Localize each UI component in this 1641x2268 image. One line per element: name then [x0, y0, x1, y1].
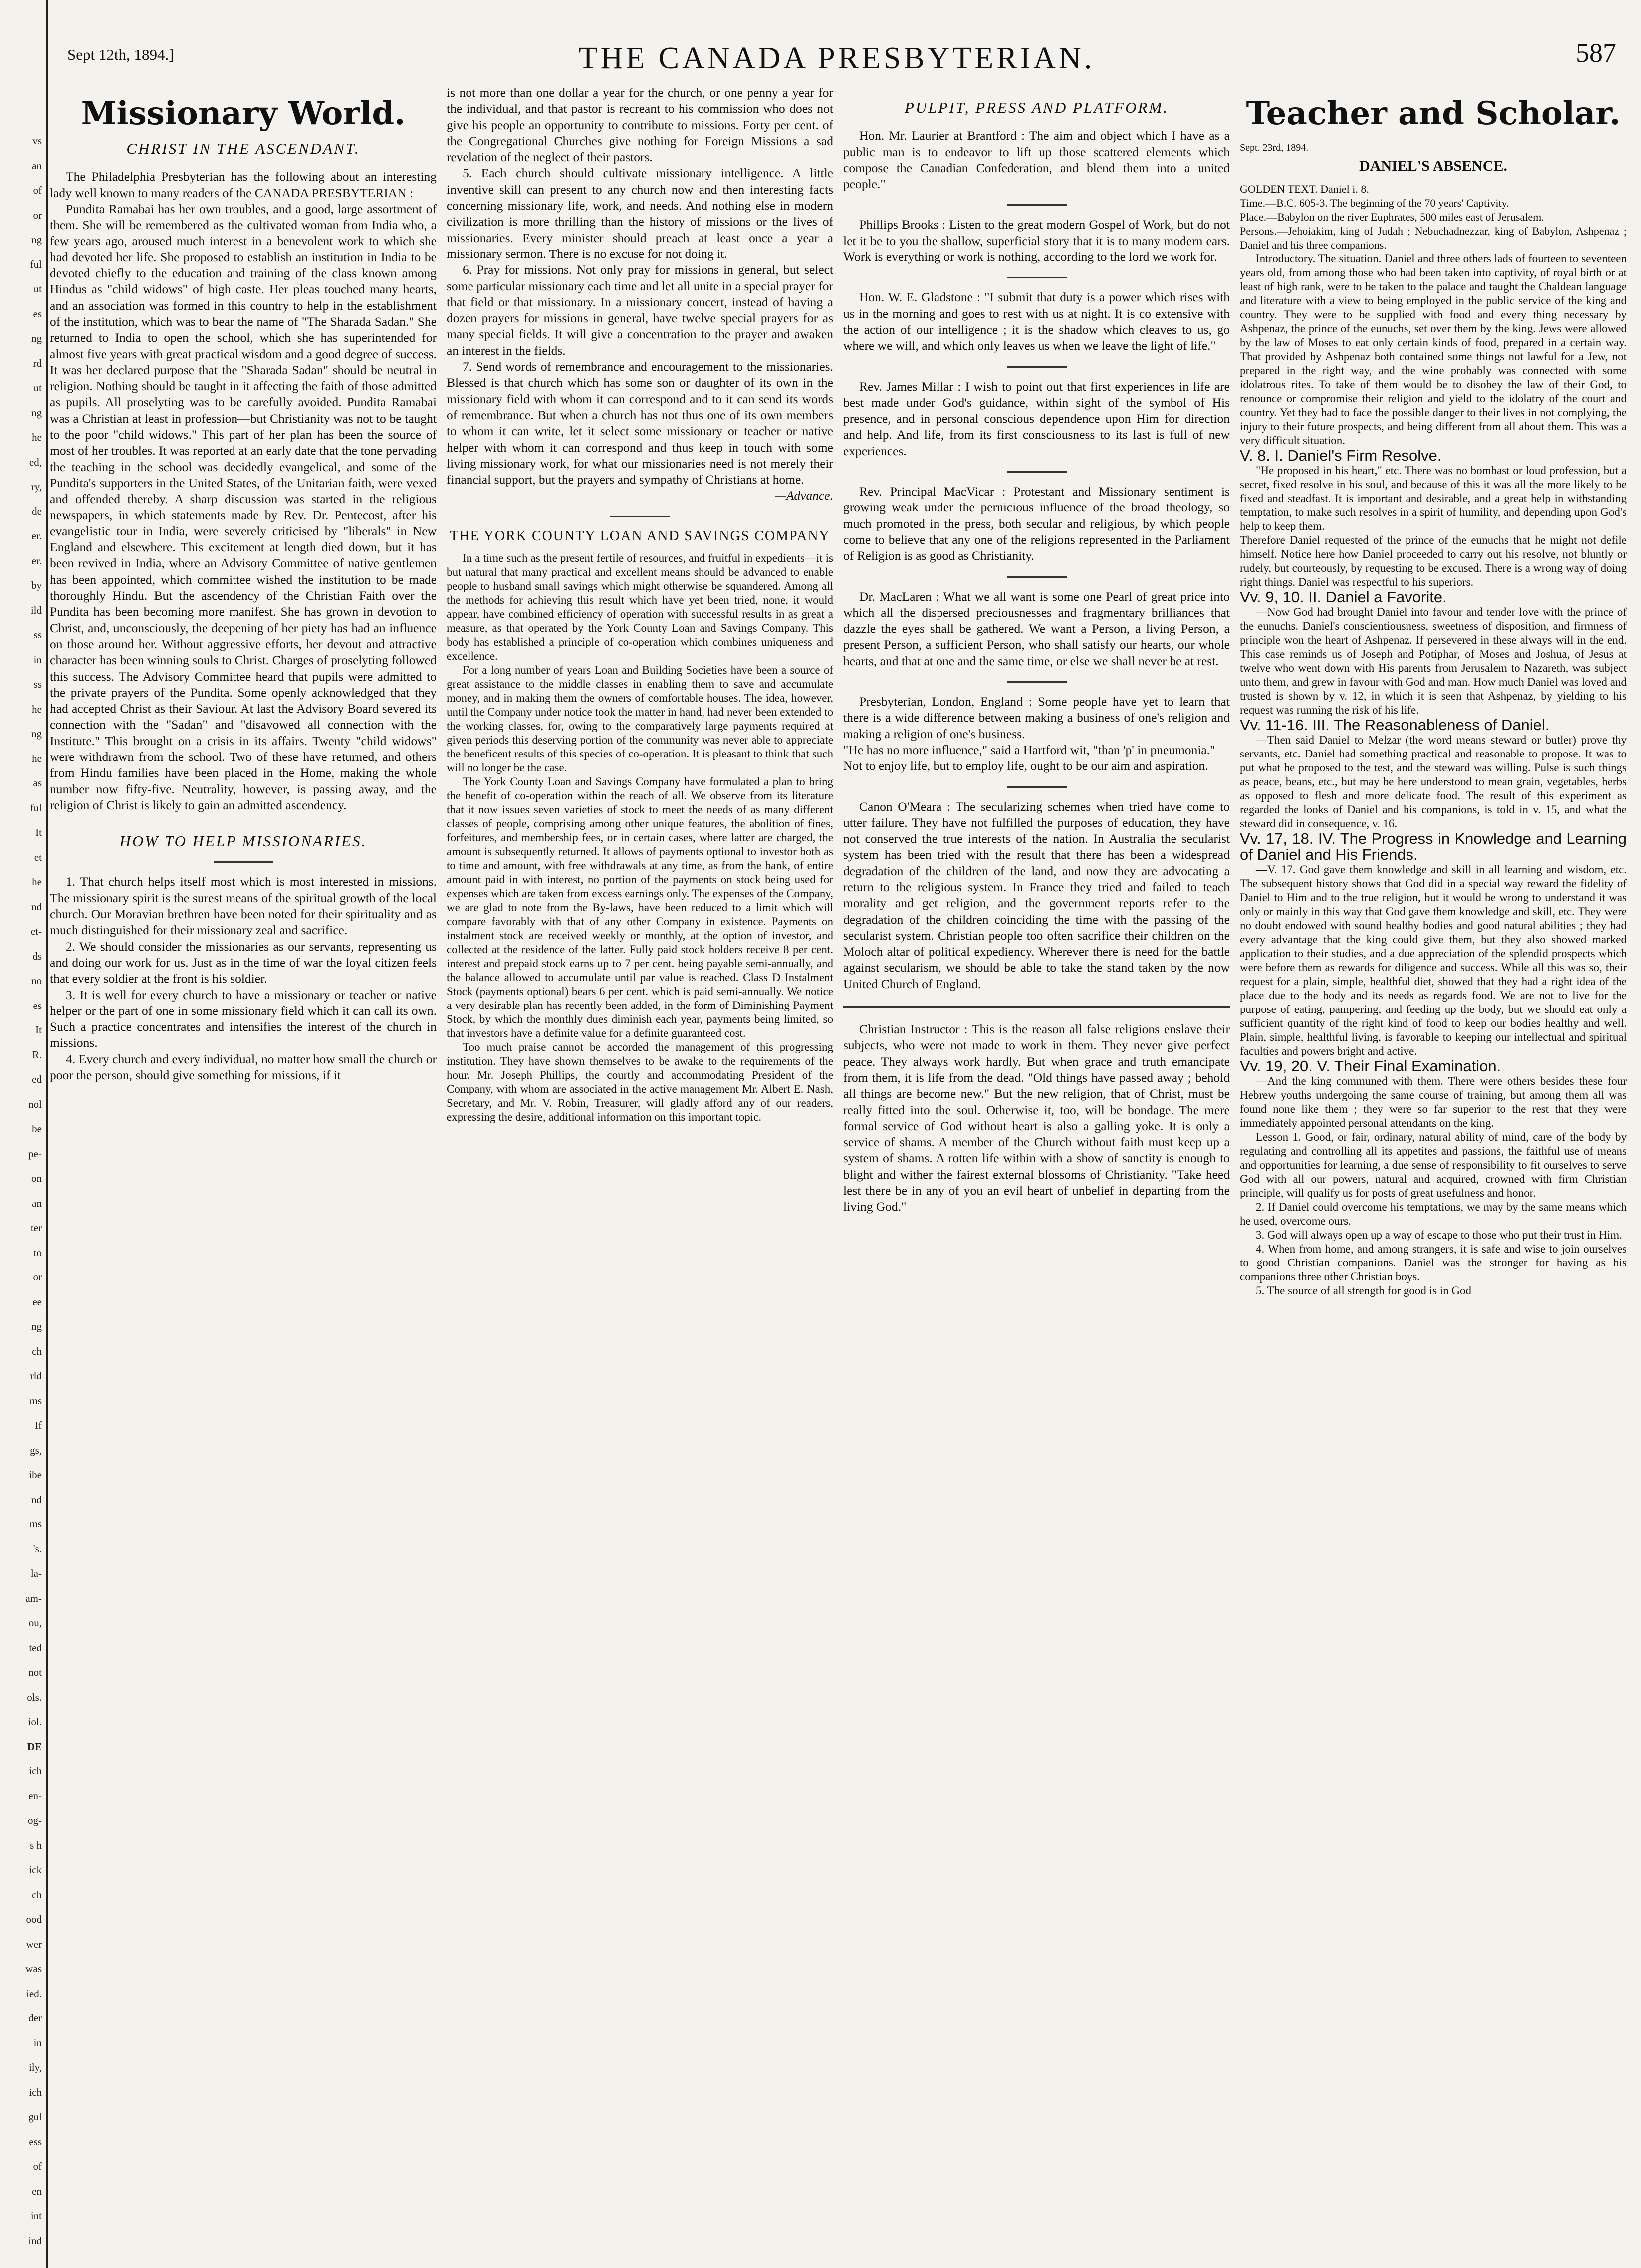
gutter-fragment: ood [26, 1913, 42, 1925]
gutter-fragment: in [33, 2036, 42, 2049]
lesson-subheading: Vv. 11-16. III. The Reasonableness of Daniel. [1240, 716, 1550, 734]
gutter-fragment: he [32, 431, 42, 443]
gutter-fragment: vs [32, 135, 42, 147]
gutter-fragment: 's. [33, 1542, 42, 1555]
gutter-fragment: no [31, 975, 42, 987]
gutter-fragment: ng [31, 332, 42, 344]
gutter-fragment: ds [32, 950, 42, 962]
golden-text: GOLDEN TEXT. Daniel i. 8. [1240, 183, 1369, 195]
divider [1007, 277, 1067, 278]
article-title: CHRIST IN THE ASCENDANT. [126, 140, 360, 157]
divider [1007, 366, 1067, 368]
gutter-fragment: or [33, 209, 42, 221]
gutter-fragment: R. [32, 1048, 42, 1061]
gutter-fragment: der [28, 2012, 42, 2024]
newspaper-title: THE CANADA PRESBYTERIAN. [578, 41, 1095, 75]
gutter-fragment: of [33, 2160, 42, 2172]
gutter-fragment: nd [31, 900, 42, 913]
gutter-fragment: It [35, 1024, 42, 1036]
divider [1007, 204, 1067, 206]
divider [1007, 786, 1067, 788]
gutter-fragment: la- [30, 1567, 42, 1579]
gutter-fragment: he [32, 752, 42, 764]
lesson-paragraph: —Then said Daniel to Melzar (the word means steward or butler) prove thy servants, etc. Daniel had something practical and reasonable to propose. It was to put what he proposed to the test, and the steward was willing. Pulse is such things as peace, beans, etc., but may be here understood to mean grain, vegetables, herbs as opposed to flesh and more delicate food. The result of this experiment as regarded the looks of Daniel and his companions, is told in v. 15, and what the steward did in consequence, v. 16. [1240, 734, 1627, 830]
divider [1007, 576, 1067, 578]
quote-item: Rev. Principal MacVicar : Protestant and Missionary sentiment is growing weak under the pernicious influence of the broad theology, so much promoted in the press, both secular and religious, by which people come to believe that any one of the religions represented in the Parliament of Religion is as good as Christianity. [843, 484, 1230, 563]
article-paragraph: Pundita Ramabai has her own troubles, and a good, large assortment of them. She will be remembered as the cultivated woman from India who, a few years ago, aroused much interest in a benevolent work to which she had devoted her life. She proposed to establish an institution in India to be devoted chiefly to the education and training of the class known among Hindus as "child widows" of high caste. Her pleas touched many hearts, and an association was formed in this country to help in the establishment of the institution, which was to bear the name of "The Sharada Sadan." She returned to India to open the school, which she has superintended for almost five years with great practical wisdom and a good degree of success. It was her declared purpose that the "Sharada Sadan" should be neutral in religion. Nothing should be taught in it affecting the faith of those admitted as pupils. All proselyting was to be carefully avoided. Pundita Ramabai was a Christian at least in profession—but Christianity was not to be taught to the poor "child widows." This part of her plan has been the source of most of her troubles. It was reported at an early date that the tone pervading the teaching in the school was decidedly evangelical, and some of the Pundita's supporters in the United States, of the Unitarian faith, were vexed and offended thereby. A sharp discussion was started in the religious newspapers, in which statements made by Rev. Dr. Pentecost, after his evangelistic tour in India, were severely criticised by "liberals" in New England and elsewhere. This excitement at length died down, but it has been revived in India, where an Advisory Committee of native gentlemen has been appointed, which committee wished the institution to be made thoroughly Hindu. But the ascendency of the Christian Faith over the Pundita has been becoming more manifest. She has grown in devotion to Christ, and, unconsciously, the deepening of her piety has had an influence on those around her. Without aggressive efforts, her devout and attractive character has been winning souls to Christ. Charges of proselyting followed this success. The Advisory Committee heard that pupils were admitted to the private prayers of the Pundita. Some openly acknowledged that they had accepted Christ as their Saviour. At last the Advisory Board severed its connection with the "Sadan" and "disavowed all connection with the Institute." This brought on a crisis in its affairs. Twenty "child widows" were withdrawn from the school. Two of these have returned, and others from Hindu families have been placed in the Home, making the whole number now fifty-five. Neutrality, however, is passing away, and the religion of Christ is likely to gain an admitted ascendency. [50, 201, 437, 812]
gutter-fragment: in [33, 653, 42, 666]
gutter-fragment: ed, [29, 456, 42, 468]
gutter-fragment: ng [31, 234, 42, 246]
lesson-subheading: Vv. 19, 20. V. Their Final Examination. [1240, 1057, 1501, 1075]
page-number: 587 [1576, 38, 1616, 68]
gutter-fragment: DE [27, 1740, 42, 1753]
quote-item: Presbyterian, London, England : Some people have yet to learn that there is a wide difference between making a business of one's religion and making a religion of one's business. "He has no more influence," said a Hartford wit, "than 'p' in pneumonia." Not to enjoy life, but to employ life, ought to be our aim and aspiration. [843, 694, 1230, 773]
lesson-meta: Time.—B.C. 605-3. The beginning of the 70 years' Captivity. [1240, 197, 1509, 209]
gutter-fragment: ms [29, 1394, 42, 1407]
gutter-fragment: on [31, 1172, 42, 1184]
gutter-fragment: iol. [28, 1716, 42, 1728]
gutter-fragment: ry, [31, 481, 42, 493]
gutter-fragment: ut [33, 382, 42, 394]
quote-item: Rev. James Millar : I wish to point out that first experiences in life are best made under God's guidance, within sight of the symbol of His presence, and in personal conscious dependence upon Him for direction and help. And life, from its first consciousness to its last is full of new experiences. [843, 379, 1230, 458]
gutter-fragment: ss [33, 629, 42, 641]
lesson-paragraph: "He proposed in his heart," etc. There was no bombast or loud profession, but a secret, fixed resolve in his soul, and because of this it was all the more likely to be fixed and steadfast. It is important and desirable, and a great help in withstanding temptation, to make such resolves in a spirit of humility, and depending upon God's help to keep them. Therefore Daniel requested of the prince of the eunuchs that he might not defile himself. Notice here how Daniel proceeded to carry out his resolve, not bluntly or rudely, but courteously, by requesting to be excused. There is a wrong way of doing right things. Daniel was respectful to his superiors. [1240, 464, 1627, 588]
lesson-title: DANIEL'S ABSENCE. [1359, 158, 1507, 174]
gutter-fragment: ich [29, 2086, 42, 2098]
gutter-fragment: It [35, 826, 42, 838]
gutter-fragment: of [33, 184, 42, 196]
article-title: HOW TO HELP MISSIONARIES. [119, 832, 367, 850]
article-paragraph: is not more than one dollar a year for the church, or one penny a year for the individual, and that pastor is recreant to his commission who does not give his people an opportunity to contribute to missions. Forty per cent. of the Congregational Churches give nothing for Foreign Missions a sad revelation of the neglect of their pastors. [447, 85, 833, 165]
gutter-fragment: he [32, 703, 42, 715]
gutter-fragment: gul [28, 2111, 42, 2123]
gutter-fragment: ee [32, 1295, 42, 1308]
gutter-fragment: be [32, 1123, 42, 1135]
gutter-fragment: s h [30, 1839, 42, 1851]
gutter-fragment: If [35, 1419, 42, 1431]
divider [610, 516, 670, 517]
gutter-fragment: ch [32, 1345, 42, 1357]
gutter-fragment: es [33, 999, 42, 1011]
lesson-subheading: Vv. 17, 18. IV. The Progress in Knowledge and Learning of Daniel and His Friends. [1240, 830, 1627, 863]
section-title: PULPIT, PRESS AND PLATFORM. [904, 99, 1169, 116]
gutter-fragment: ng [31, 406, 42, 419]
lesson-subheading: Vv. 9, 10. II. Daniel a Favorite. [1240, 588, 1447, 606]
gutter-fragment: as [33, 777, 42, 789]
gutter-fragment: ind [28, 2234, 42, 2247]
gutter-fragment: ted [29, 1641, 42, 1654]
gutter-fragment: an [32, 1197, 42, 1209]
gutter-fragment: rld [30, 1370, 42, 1382]
gutter-fragment: et [34, 851, 42, 863]
lesson-date: Sept. 23rd, 1894. [1240, 142, 1309, 153]
lesson-paragraph: —V. 17. God gave them knowledge and skill in all learning and wisdom, etc. The subsequent history shows that God did in a special way reward the fidelity of Daniel to Him and to the true religion, but it would be wrong to understand it was only or mainly in this way that God gave them knowledge and skill, etc. They were no doubt endowed with sound healthy bodies and good natural abilities ; they had every advantage that the king could give them, but they also showed marked application to their studies, and a due appreciation of the splendid prospects which were before them as rewards for diligence and success. While all this was so, their request for a plain, simple, healthful diet, showed that they had a right idea of the place due to the body and its needs as regards food. We are not to live for the purpose of eating, pampering, and feeding up the body, but we should eat only a sufficient quantity of the right kind of food to keep our bodies healthy and well. Plain, simple, healthful living, is favorable to keeping our intellectual and spiritual faculties and powers bright and active. [1240, 863, 1627, 1057]
lesson-point: 4. When from home, and among strangers, it is safe and wise to join ourselves to good Christian companions. Daniel was the stronger for having as his companions three other Christian boys. [1240, 1243, 1627, 1283]
gutter-fragment: ms [29, 1518, 42, 1530]
gutter-fragment: ibe [29, 1469, 42, 1481]
quote-item: Dr. MacLaren : What we all want is some one Pearl of great price into which all the dispersed preciousnesses and fragmentary brilliances that dazzle the eyes shall be gathered. We want a Person, a living Person, a present Person, a sufficient Person, who shall satisfy our hearts, our whole hearts, and that at one and the same time, or else we shall never be at rest. [843, 589, 1230, 668]
gutter-fragment: ick [29, 1864, 42, 1876]
article-paragraph: 6. Pray for missions. Not only pray for missions in general, but select some particular missionary each time and let all unite in a special prayer for that field or that missionary. In a missionary concert, instead of having a dozen prayers for missions in general, have twelve special prayers for as many special fields. It will give a concentration to the prayer and awaken an interest in the fields. [447, 262, 833, 358]
article-paragraph: The Philadelphia Presbyterian has the following about an interesting lady well known to many readers of the CANADA PRESBYTERIAN : [50, 169, 437, 200]
article-paragraph: 4. Every church and every individual, no matter how small the church or poor the person, should give something for missions, if it [50, 1051, 437, 1083]
gutter-fragment: og- [28, 1814, 42, 1826]
gutter-fragment: int [30, 2210, 42, 2222]
lesson-point: 5. The source of all strength for good is in God [1256, 1284, 1472, 1297]
gutter-fragment: ter [30, 1222, 42, 1234]
gutter-fragment: de [32, 505, 42, 517]
gutter-fragment: er. [31, 530, 42, 542]
article-source: —Advance. [775, 488, 833, 503]
article-paragraph: 3. It is well for every church to have a missionary or teacher or native helper or the part of one in some missionary field which it can call its own. Such a practice concentrates and intensifies the interest of the church in missions. [50, 987, 437, 1050]
divider [1007, 471, 1067, 473]
gutter-fragment: he [32, 876, 42, 888]
lesson-point: 2. If Daniel could overcome his temptations, we may by the same means which he used, overcome ours. [1240, 1201, 1627, 1227]
gutter-fragment: to [33, 1246, 42, 1259]
column-pulpit-press-platform [843, 85, 1230, 1215]
lesson-paragraph: —And the king communed with them. There were others besides these four Hebrew youths undergoing the same course of training, but among them all was found none like them ; they were so far superior to the rest that they were immediately appointed personal attendants on the king. [1240, 1075, 1627, 1129]
article-paragraph: In a time such as the present fertile of resources, and fruitful in expedients—it is but natural that many practical and excellent means should be advanced to enable people to husband small savings which might otherwise be squandered. Among all the methods for achieving this result which have yet been tried, none, it would appear, have combined efficiency of operation with successful results in as great a measure, as that operated by the York County Loan and Savings Company. This body has established a principle of co-operation which combines uniqueness and excellence. [447, 552, 833, 663]
gutter-fragment: en [32, 2185, 42, 2197]
lesson-meta: Place.—Babylon on the river Euphrates, 500 miles east of Jerusalem. [1240, 211, 1544, 223]
gutter-fragment: ou, [28, 1617, 42, 1629]
lesson-point: 3. God will always open up a way of escape to those who put their trust in Him. [1256, 1229, 1622, 1241]
lesson-paragraph: Introductory. The situation. Daniel and three others lads of fourteen to seventeen years old, from among those who had been taken into captivity, of royal birth or at least of high rank, were to be taken to the palace and taught the Chaldean language and literature with a view to being employed in the public service of the king and country. They were to be supplied with food and every thing necessary by Ashpenaz, the prince of the eunuchs, set over them by the king. Jews were allowed by the law of Moses to eat only certain kinds of food, prepared in a certain way. That provided by Ashpenaz both contained some things not lawful for a Jew, not prepared in the right way, and the wine probably was connected with some idolatrous rites. To take of them would be to disobey the law of their God, to renounce or compromise their religion and yield to the idolatry of the court and country. Yet they had to face the possible danger to their lives in not complying, the injury to their future prospects, and being different from all about them. This was a very difficult situation. [1240, 252, 1627, 447]
article-paragraph: 2. We should consider the missionaries as our servants, representing us and doing our work for us. Just as in the time of war the loyal citizen feels that every soldier at the front is his soldier. [50, 939, 437, 986]
gutter-fragment: ful [30, 801, 42, 814]
quote-item: Hon. Mr. Laurier at Brantford : The aim and object which I have as a public man is to endeavor to lift up those scattered elements which compose the Canadian Confederation, and blend them into a united people." [843, 128, 1230, 192]
divider [1007, 681, 1067, 683]
gutter-fragment: pe- [28, 1147, 42, 1160]
gutter-fragment: ed [32, 1073, 42, 1085]
page-header [47, 15, 1626, 80]
quote-item: Christian Instructor : This is the reason all false religions enslave their subjects, who were not made to work in them. They never give perfect peace. They always work hardly. But when grace and truth emancipate from them, it is life from the dead. "Old things have passed away ; behold all things are become new." But the new religion, that of Christ, must be really fitted into the soul. Otherwise it, too, will be bondage. The mere formal service of God without heart is also a galling yoke. It is only a service of shams. A member of the Church without faith must keep up a system of shams. A rotten life within with a show of sanctity is enough to blight and wither the fairest external blossoms of Christianity. "Take heed lest there be in any of you an evil heart of unbelief in departing from the living God." [843, 1022, 1230, 1214]
gutter-fragment: ied. [26, 1987, 42, 2000]
gutter-fragment: ss [33, 678, 42, 690]
lesson-subheading: V. 8. I. Daniel's Firm Resolve. [1240, 447, 1442, 464]
gutter-fragment: ng [31, 728, 42, 740]
gutter-fragment: an [32, 159, 42, 172]
gutter-fragment: ich [29, 1765, 42, 1777]
gutter-fragment: ful [30, 258, 42, 270]
gutter-fragment: et- [30, 925, 42, 937]
article-paragraph: 5. Each church should cultivate missionary intelligence. A little inventive skill can present to any church now and then interesting facts concerning missionary life, work, and needs. And nothing else in modern civilization is more thrilling than the history of missions or the lives of missionaries. Every minister should preach at least once a year a missionary sermon. There is no excuse for not doing it. [447, 166, 833, 261]
gutter-fragment: en- [28, 1789, 42, 1802]
quote-item: Canon O'Meara : The secularizing schemes when tried have come to utter failure. They have not fulfilled the purposes of education, they have not conserved the true interests of the nation. In Australia the secularist system has been tried with the result that there has been a widespread degradation of the children of the land, and now they are advocating a return to the religious system. In France they tried and failed to teach morality and get religion, and the government reports refer to the degradation of the children coinciding the time with the passing of the secularist system. Christian people too often sacrifice their children on the Moloch altar of political expediency. Wherever there is need for the battle against secularism, we should be able to take the stand taken by the now United Church of England. [843, 799, 1230, 991]
gutter-fragment: rd [33, 357, 42, 369]
gutter-fragment: ols. [27, 1691, 42, 1703]
article-paragraph: Too much praise cannot be accorded the management of this progressing institution. They have shown themselves to be awake to the requirements of the hour. Mr. Joseph Phillips, the courtly and accommodating President of the Company, with whom are associated in the active management Mr. Albert E. Nash, Secretary, and Mr. V. Robin, Treasurer, will gladly afford any of our readers, expressing the desire, additional information on this important topic. [447, 1041, 833, 1124]
gutter-fragment: by [31, 579, 42, 591]
gutter-fragment: es [33, 307, 42, 320]
section-title: Teacher and Scholar. [1246, 95, 1621, 132]
gutter-fragment: or [33, 1271, 42, 1283]
gutter-fragment: ild [30, 604, 42, 616]
quote-item: Hon. W. E. Gladstone : "I submit that duty is a power which rises with us in the morning and goes to rest with us at night. It is co extensive with the action of our intelligence ; it is the shadow which cleaves to us, go where we will, and which only leaves us when we leave the light of life." [843, 290, 1230, 353]
section-title: Missionary World. [81, 95, 406, 132]
article-paragraph: The York County Loan and Savings Company have formulated a plan to bring the benefit of co-operation within the reach of all. We observe from its literature that it now issues seven varieties of stock to meet the needs of as many different classes of people, comprising among other unique features, the abolition of fines, forfeitures, and membership fees, or in certain cases, where latter are charged, the amount is subsequently returned. It allows of payments optional to investor both as to time and amount, with free withdrawals at any time, as from the bank, of entire amount paid in with interest, no portion of the payments on stock being used for expenses which are taken from excess earnings only. The expenses of the Company, we are glad to note from the By-laws, have been reduced to a limit which will compare favorably with that of any other Company in existence. Payments on instalment stock are received weekly or monthly, at the option of investor, and collected at the residence of the latter. Fully paid stock holders receive 8 per cent. interest and prepaid stock earns up to 7 per cent. being payable semi-annually, and the balance allowed to accumulate until par value is reached. Class D Instalment Stock (payments optional) bears 6 per cent. which is paid semi-annually. We notice a very desirable plan has recently been added, in the form of Diminishing Payment Stock, by which the monthly dues diminish each year, payments being limited, so that investors have a definite value for a definite guaranteed cost. [447, 775, 833, 1040]
gutter-fragment: wer [26, 1938, 42, 1950]
gutter-fragment: ch [32, 1888, 42, 1901]
gutter-fragment: was [25, 1963, 42, 1975]
article-paragraph: 1. That church helps itself most which is most interested in missions. The missionary spirit is the surest means of the spiritual growth of the local church. Our Moravian brethren have been noted for their spirituality and as much distinguished for their missionary zeal and sacrifice. [50, 874, 437, 938]
gutter-fragment: not [28, 1666, 42, 1678]
article-paragraph: For a long number of years Loan and Building Societies have been a source of great assistance to the middle classes in enabling them to save and accumulate money, and in making them the owners of comfortable houses. The idea, however, until the Company under notice took the matter in hand, had never been extended to the working classes, for, owing to the comparatively large payments required at given periods this deserving portion of the community was never able to appreciate the beneficent results of this species of co-operation. It is pleasant to think that such will no longer be the case. [447, 664, 833, 774]
gutter-fragments [0, 0, 48, 2268]
gutter-fragment: am- [25, 1592, 42, 1604]
issue-date: Sept 12th, 1894.] [67, 46, 174, 63]
column-missions-and-loan-company [447, 85, 833, 1124]
gutter-fragment: ily, [28, 2061, 42, 2073]
column-missionary-world [50, 85, 437, 1083]
gutter-fragment: ut [33, 283, 42, 295]
lesson-point: Lesson 1. Good, or fair, ordinary, natural ability of mind, care of the body by regulating and controlling all its appetites and passions, the faithful use of means and opportunities for learning, a due sense of responsibility to fit ourselves to serve God with all our powers, natural and acquired, crowned with firm Christian principle, will qualify us for posts of great usefulness and honor. [1240, 1131, 1627, 1199]
article-title: THE YORK COUNTY LOAN AND SAVINGS COMPANY [450, 528, 830, 544]
gutter-fragment: ng [31, 1320, 42, 1332]
lesson-meta: Persons.—Jehoiakim, king of Judah ; Nebuchadnezzar, king of Babylon, Ashpenaz ; Daniel and his three companions. [1240, 225, 1627, 251]
divider [843, 1006, 1230, 1008]
lesson-paragraph: —Now God had brought Daniel into favour and tender love with the prince of the eunuchs. Daniel's conscientiousness, sweetness of disposition, and firmness of principle won the heart of Ashpenaz. If persevered in these always will in the end. This case reminds us of Joseph and Potiphar, of Moses and Joshua, of Jesus at twelve who went down with His parents from Jerusalem to Nazareth, was subject unto them, and grew in favour with God and man. How much Daniel was loved and trusted is shown by v. 12, in which it is seen that Ashpenaz, by yielding to his request was running the risk of his life. [1240, 606, 1627, 716]
gutter-fragment: gs, [30, 1444, 42, 1456]
column-teacher-and-scholar [1240, 85, 1627, 1298]
quote-item: Phillips Brooks : Listen to the great modern Gospel of Work, but do not let it be to you the shallow, superficial story that it is to many modern ears. Work is everything or work is nothing, according to the lord we work for. [843, 217, 1230, 264]
gutter-fragment: er. [31, 554, 42, 567]
gutter-fragment: ess [29, 2135, 42, 2148]
gutter-fragment: nd [31, 1493, 42, 1506]
article-paragraph: 7. Send words of remembrance and encouragement to the missionaries. Blessed is that church which has some son or daughter of its own in the missionary field with whom it can correspond and to it can send its words of remembrance. But when a church has not thus one of its own members to whom it can write, let it select some missionary or teacher or native helper with whom it can correspond and thus keep in touch with some living missionary work, for what our missionaries need is not merely their financial support, but the prayers and sympathy of Christians at home. [447, 359, 833, 487]
divider [214, 861, 273, 863]
gutter-fragment: nol [28, 1098, 42, 1110]
